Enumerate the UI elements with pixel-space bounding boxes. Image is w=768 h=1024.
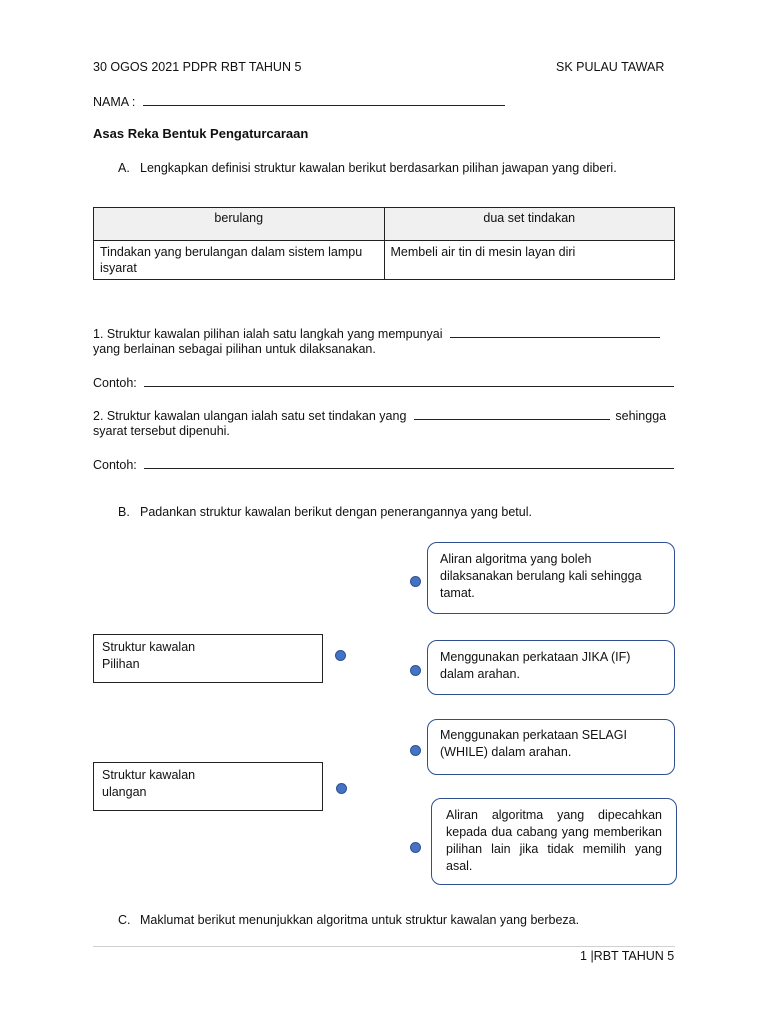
contoh-blank-2[interactable]: [144, 456, 674, 469]
left-box-line: ulangan: [102, 785, 147, 799]
question-2-blank[interactable]: [414, 407, 610, 420]
footer-page-number: 1: [580, 949, 587, 963]
table-cell: Membeli air tin di mesin layan diri: [384, 241, 675, 280]
page-title: Asas Reka Bentuk Pengaturcaraan: [93, 126, 309, 141]
table-cell: Tindakan yang berulangan dalam sistem lampu isyarat: [94, 241, 385, 280]
table-header-cell: berulang: [94, 208, 385, 241]
match-dot-left-2[interactable]: [336, 783, 347, 794]
contoh-row-2: [93, 456, 674, 472]
footer-label: |RBT TAHUN 5: [590, 949, 675, 963]
footer: [580, 949, 674, 963]
right-box-4: Aliran algoritma yang dipecahkan kepada dua cabang yang memberikan pilihan lain jika tidak memilih yang asal.: [431, 798, 677, 885]
table-header-cell: dua set tindakan: [384, 208, 675, 241]
right-box-2: Menggunakan perkataan JIKA (IF) dalam arahan.: [427, 640, 675, 695]
header-left: 30 OGOS 2021 PDPR RBT TAHUN 5: [93, 60, 302, 74]
section-c-marker: C.: [118, 913, 131, 927]
section-b-marker: B.: [118, 505, 130, 519]
match-dot-right-3[interactable]: [410, 745, 421, 756]
section-c-instruction: Maklumat berikut menunjukkan algoritma untuk struktur kawalan yang berbeza.: [140, 913, 580, 927]
question-1-line2: yang berlainan sebagai pilihan untuk dilaksanakan.: [93, 342, 376, 356]
question-2-line2: syarat tersebut dipenuhi.: [93, 424, 230, 438]
match-dot-right-1[interactable]: [410, 576, 421, 587]
question-2-line1: [93, 407, 666, 423]
question-2-text-a: 2. Struktur kawalan ulangan ialah satu set tindakan yang: [93, 409, 407, 423]
question-2-text-b: sehingga: [615, 409, 667, 423]
left-box-pilihan: [93, 634, 323, 683]
left-box-ulangan: [93, 762, 323, 811]
contoh-row-1: [93, 374, 674, 390]
section-a-instruction: Lengkapkan definisi struktur kawalan berikut berdasarkan pilihan jawapan yang diberi.: [140, 161, 617, 175]
question-1-blank[interactable]: [450, 325, 660, 338]
match-dot-right-4[interactable]: [410, 842, 421, 853]
name-row: [93, 93, 505, 109]
left-box-line: Pilihan: [102, 657, 140, 671]
left-box-line: Struktur kawalan: [102, 768, 196, 782]
section-b-instruction: Padankan struktur kawalan berikut dengan penerangannya yang betul.: [140, 505, 532, 519]
question-1-line1: [93, 325, 660, 341]
header-right: SK PULAU TAWAR: [556, 60, 665, 74]
contoh-label: Contoh:: [93, 376, 137, 390]
contoh-label: Contoh:: [93, 458, 137, 472]
right-box-1: Aliran algoritma yang boleh dilaksanakan berulang kali sehingga tamat.: [427, 542, 675, 614]
name-label: NAMA :: [93, 95, 136, 109]
left-box-line: Struktur kawalan: [102, 640, 196, 654]
contoh-blank-1[interactable]: [144, 374, 674, 387]
answer-options-table: [93, 207, 675, 280]
match-dot-left-1[interactable]: [335, 650, 346, 661]
section-a-marker: A.: [118, 161, 130, 175]
match-dot-right-2[interactable]: [410, 665, 421, 676]
right-box-3: Menggunakan perkataan SELAGI (WHILE) dalam arahan.: [427, 719, 675, 775]
name-blank[interactable]: [143, 93, 505, 106]
footer-divider: [93, 946, 675, 947]
question-1-text: 1. Struktur kawalan pilihan ialah satu langkah yang mempunyai: [93, 327, 443, 341]
